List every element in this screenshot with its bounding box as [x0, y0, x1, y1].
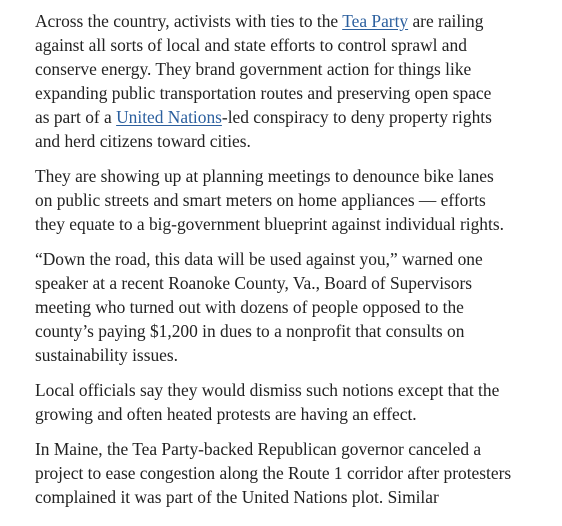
paragraph-1-text-a: Across the country, activists with ties to the: [35, 11, 343, 31]
paragraph-1-text-b: are railing against all sorts of local and state efforts to control sprawl and conserve energy. They brand government action for things like expanding public transportation routes and preserving open space as part of a: [35, 11, 492, 127]
paragraph-5: In Maine, the Tea Party-backed Republican governor canceled a project to ease congestion along the Route 1 corridor after protesters complained it was part of the United Nations plot. Similar: [35, 439, 512, 507]
paragraph-2: They are showing up at planning meetings to denounce bike lanes on public streets and smart meters on home appliances — efforts they equate to a big-government blueprint against individual rights.: [35, 166, 504, 234]
united-nations-link[interactable]: United Nations: [116, 107, 222, 127]
article-body: [35, 0, 555, 520]
tea-party-link[interactable]: Tea Party: [342, 11, 409, 31]
paragraph-1-text-c: -led conspiracy to deny property rights and herd citizens toward cities.: [35, 107, 492, 151]
paragraph-1: [35, 0, 555, 153]
paragraph-3: “Down the road, this data will be used against you,” warned one speaker at a recent Roanoke County, Va., Board of Supervisors meeting who turned out with dozens of people opposed to the county’s paying $1,200 in dues to a nonprofit that consults on sustainability issues.: [35, 249, 483, 365]
paragraph-4: Local officials say they would dismiss such notions except that the growing and often heated protests are having an effect.: [35, 380, 500, 424]
